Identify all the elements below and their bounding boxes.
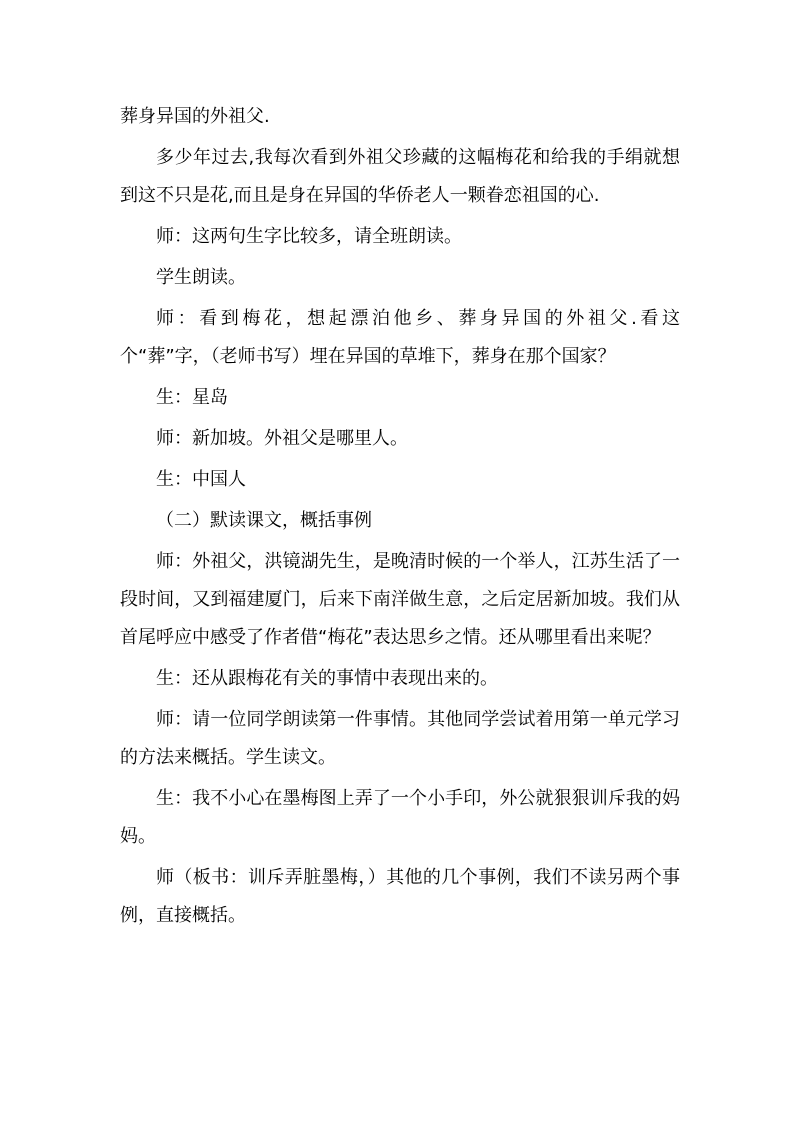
paragraph-10: 师：外祖父，洪镜湖先生，是晚清时候的一个举人，江苏生活了一段时间，又到福建厦门，后来下南洋做生意，之后定居新加坡。我们从首尾呼应中感受了作者借“梅花”表达思乡之情。还从哪里看出来呢？ — [120, 551, 680, 648]
paragraph-14: 师（板书：训斥弄脏墨梅，）其他的几个事例，我们不读另两个事例，直接概括。 — [120, 867, 680, 926]
paragraph-8: 生：中国人 — [156, 469, 246, 490]
paragraph-7: 师：新加坡。外祖父是哪里人。 — [156, 428, 408, 449]
paragraph-11: 生：还从跟梅花有关的事情中表现出来的。 — [156, 668, 498, 689]
paragraph-5: 师：看到梅花，想起漂泊他乡、葬身异国的外祖父.看这个“葬”字，（老师书写）埋在异国的草堆下，葬身在那个国家？ — [120, 308, 680, 367]
paragraph-6: 生：星岛 — [156, 387, 228, 408]
document-body — [120, 98, 680, 938]
paragraph-2: 多少年过去,我每次看到外祖父珍藏的这幅梅花和给我的手绢就想到这不只是花,而且是身在异国的华侨老人一颗眷恋祖国的心. — [120, 147, 680, 206]
paragraph-1: 葬身异国的外祖父. — [120, 106, 270, 127]
paragraph-13: 生：我不小心在墨梅图上弄了一个小手印，外公就狠狠训斥我的妈妈。 — [120, 788, 680, 847]
paragraph-4: 学生朗读。 — [156, 267, 246, 288]
section-heading: （二）默读课文，概括事例 — [156, 510, 372, 531]
paragraph-3: 师：这两句生字比较多，请全班朗读。 — [156, 226, 462, 247]
paragraph-12: 师：请一位同学朗读第一件事情。其他同学尝试着用第一单元学习的方法来概括。学生读文。 — [120, 709, 680, 768]
